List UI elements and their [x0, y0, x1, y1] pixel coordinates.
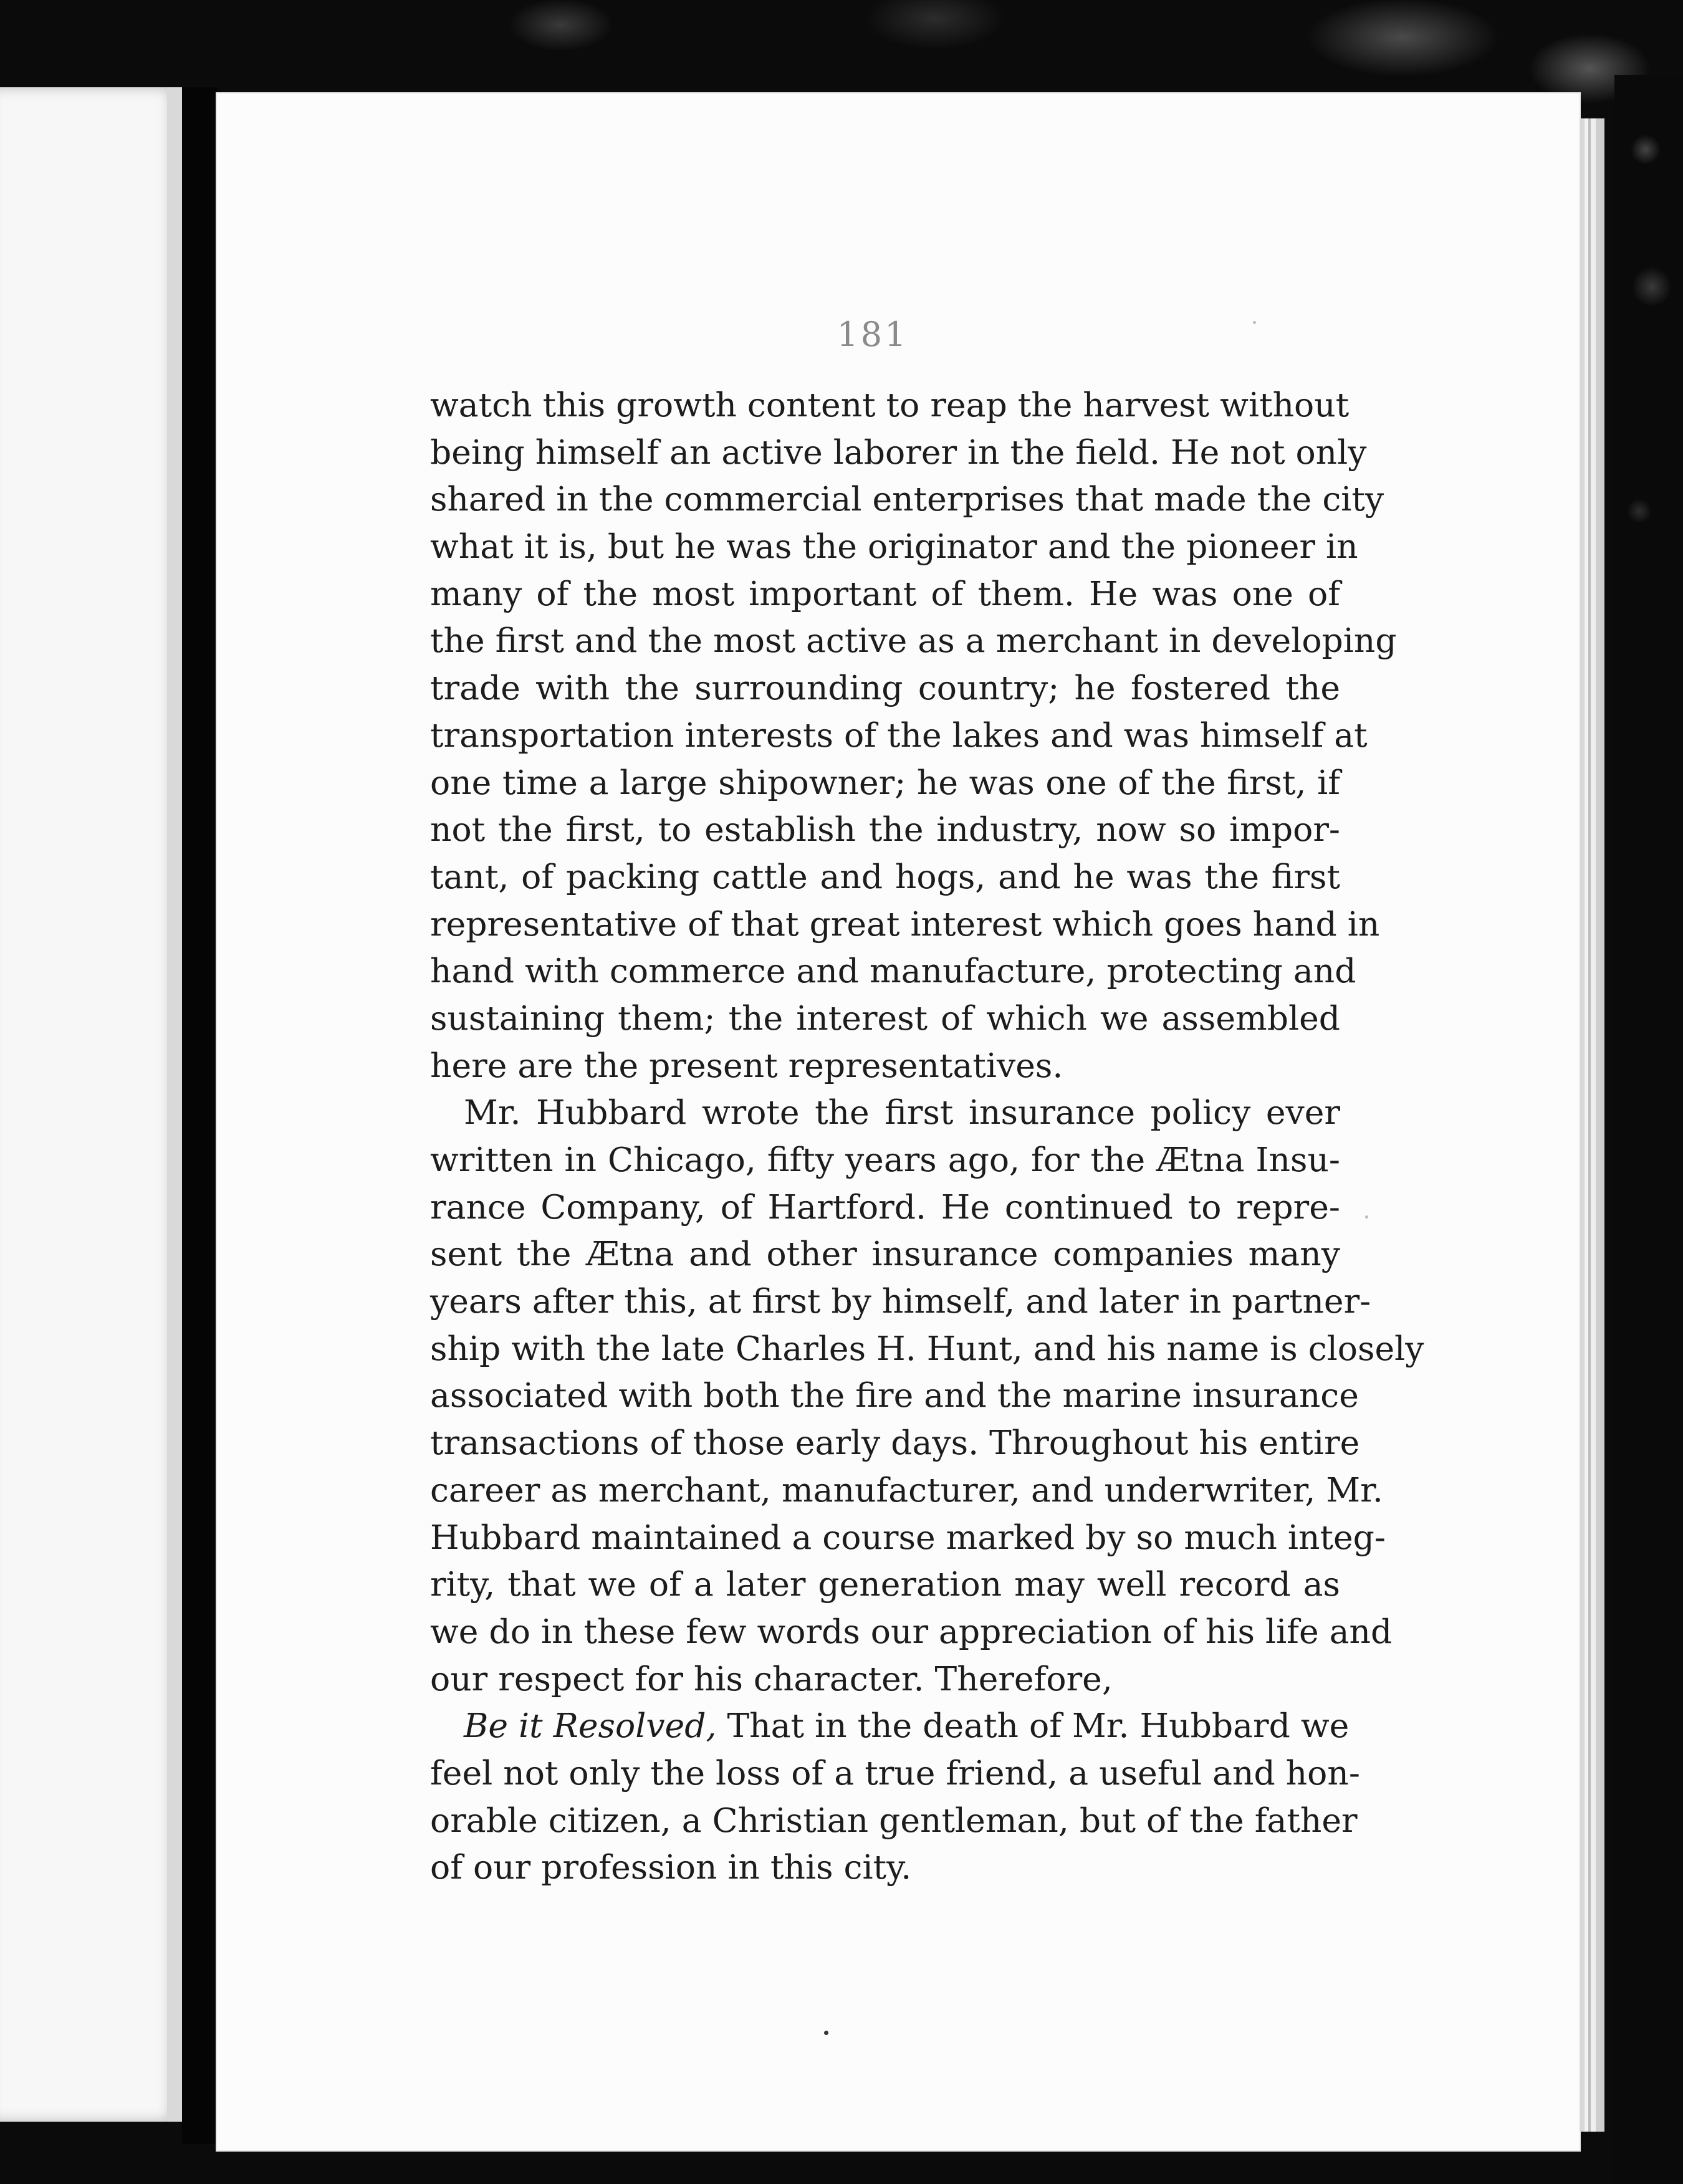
text-line: rity, that we of a later generation may well record as: [430, 1564, 1340, 1604]
text-line: rance Company, of Hartford. He continued to repre-: [430, 1187, 1340, 1227]
page-speck: [824, 2031, 828, 2035]
text-line: ship with the late Charles H. Hunt, and his name is closely: [430, 1328, 1424, 1368]
text-line: not the first, to establish the industry, now so impor-: [430, 810, 1340, 850]
text-line: written in Chicago, fifty years ago, for the Ætna Insu-: [430, 1140, 1340, 1179]
book-gutter: [182, 87, 217, 2144]
page-speck: [1365, 1215, 1368, 1219]
text-line: Hubbard maintained a course marked by so much integ-: [430, 1517, 1386, 1557]
text-line: trade with the surrounding country; he fostered the: [430, 668, 1340, 708]
text-line: the first and the most active as a merchant in developing: [430, 621, 1397, 661]
text-line: of our profession in this city.: [430, 1847, 912, 1887]
resolved-line: [430, 1702, 1350, 1750]
text-line: feel not only the loss of a true friend, a useful and hon-: [430, 1753, 1360, 1793]
text-line: tant, of packing cattle and hogs, and he was the first: [430, 856, 1340, 896]
text-line: years after this, at first by himself, and later in partner-: [430, 1281, 1371, 1321]
text-line: many of the most important of them. He was one of: [430, 573, 1340, 613]
body-text: [430, 381, 1424, 1891]
dark-background-right: [1614, 75, 1683, 2184]
text-line: representative of that great interest which goes hand in: [430, 904, 1380, 944]
resolved-label: Be it Resolved,: [464, 1706, 717, 1746]
text-line: associated with both the fire and the marine insurance: [430, 1376, 1359, 1415]
text-line: orable citizen, a Christian gentleman, but of the father: [430, 1800, 1358, 1840]
dark-background: [0, 0, 1683, 106]
page-stack-edges: [1580, 118, 1604, 2132]
text-line: watch this growth content to reap the harvest without: [430, 385, 1350, 424]
text-line: sustaining them; the interest of which we assembled: [430, 998, 1340, 1038]
text-line: transactions of those early days. Throughout his entire: [430, 1423, 1360, 1463]
text-line: one time a large shipowner; he was one of the first, if: [430, 762, 1340, 802]
text-line: our respect for his character. Therefore,: [430, 1659, 1113, 1698]
page-number: 181: [837, 315, 909, 354]
text-line: here are the present representatives.: [430, 1045, 1063, 1085]
text-line: being himself an active laborer in the field. He not only: [430, 432, 1367, 472]
text-line: hand with commerce and manufacture, protecting and: [430, 951, 1356, 991]
page-speck: [1253, 321, 1256, 324]
facing-page-edge: [167, 87, 182, 2122]
resolved-text: That in the death of Mr. Hubbard we: [727, 1706, 1350, 1746]
text-line: what it is, but he was the originator and the pioneer in: [430, 527, 1358, 567]
text-line: career as merchant, manufacturer, and underwriter, Mr.: [430, 1470, 1383, 1510]
facing-page: [0, 87, 182, 2122]
text-line: shared in the commercial enterprises that made the city: [430, 479, 1384, 519]
text-line: sent the Ætna and other insurance companies many: [430, 1234, 1340, 1274]
text-line: we do in these few words our appreciation of his life and: [430, 1611, 1393, 1651]
text-line: Mr. Hubbard wrote the first insurance policy ever: [464, 1093, 1340, 1133]
text-line: transportation interests of the lakes and was himself at: [430, 715, 1368, 755]
